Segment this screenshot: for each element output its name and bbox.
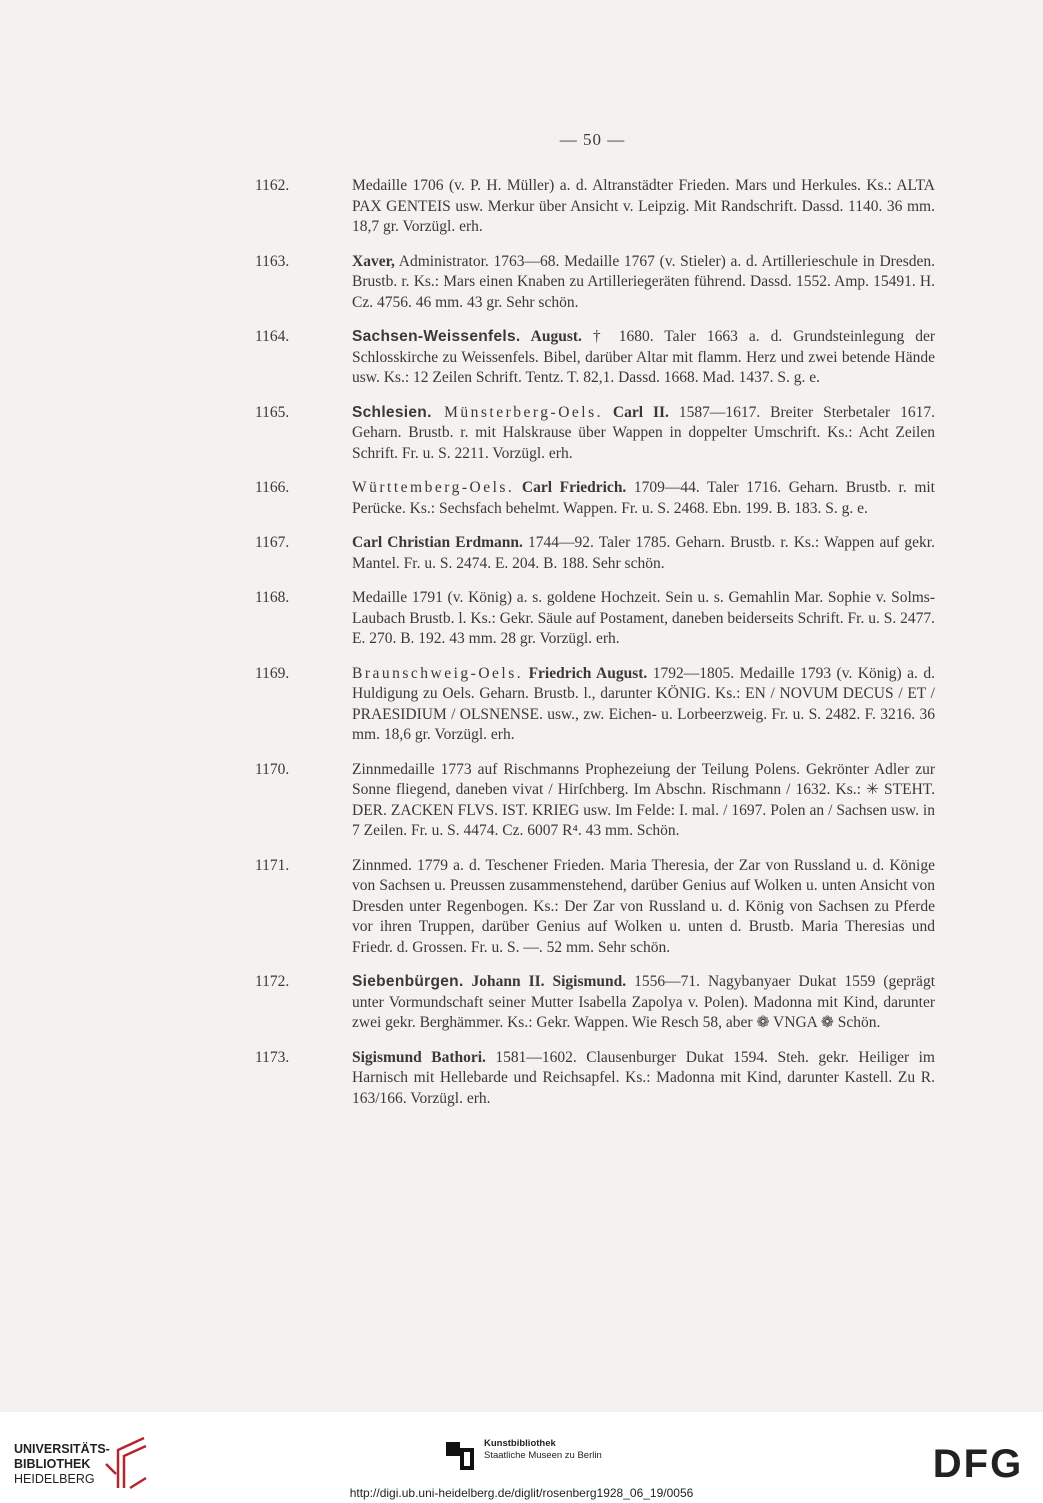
entry-ruler-heading: Carl II. xyxy=(602,403,669,421)
entry-number: 1164. xyxy=(255,328,290,345)
catalog-entry-1162 xyxy=(255,176,935,238)
entry-body: Zinnmedaille 1773 auf Rischmanns Prophezeiung der Teilung Polens. Gekrönter Adler zur Sonne fliegend, daneben vivat / Hirſchberg. Im Abschn. Rischmann / 1632. Ks.: ✳ STEHT. DER. ZACKEN FLVS. IST. KRIEG usw. Im Felde: I. mal. / 1697. Polen an / Sachsen usw. in 7 Zeilen. Fr. u. S. 4474. Cz. 6007 R⁴. 43 mm. Schön. xyxy=(352,760,935,839)
entry-number: 1173. xyxy=(255,1048,290,1066)
catalog-entry-1164 xyxy=(255,327,935,389)
dfg-logo-text: DFG xyxy=(932,1442,1024,1482)
catalog-entry-1169 xyxy=(255,664,935,746)
entry-body: 1744—92. Taler 1785. Geharn. Brustb. r. Ks.: Wappen auf gekr. Mantel. Fr. u. S. 2474. E. 204. B. 188. Sehr schön. xyxy=(352,534,935,572)
entry-number: 1165. xyxy=(255,403,290,421)
entry-number: 1162. xyxy=(255,177,290,194)
entry-body: † 1680. Taler 1663 a. d. Grundsteinlegung der Schlosskirche zu Weissenfels. Bibel, darüber Altar mit flamm. Herz und zwei betende Hände usw. Ks.: 12 Zeilen Schrift. Tentz. T. 82,1. Dassd. 1668. Mad. 1437. S. g. e. xyxy=(352,328,935,386)
entry-body: Medaille 1706 (v. P. H. Müller) a. d. Altranstädter Frieden. Mars und Herkules. Ks.: ALTA PAX GENTEIS usw. Merkur über Ansicht v. Leipzig. Mit Randschrift. Dassd. 1140. 36 mm. 18,7 gr. Vorzügl. erh. xyxy=(352,177,935,235)
entry-region-heading: Schlesien. xyxy=(352,403,432,421)
entry-ruler-heading: August. xyxy=(520,328,582,345)
catalog-entry-1171 xyxy=(255,856,935,959)
catalog-entry-1166 xyxy=(255,478,935,519)
kunstbibliothek-mark-icon xyxy=(446,1442,476,1470)
entry-body: 1556—71. Nagybanyaer Dukat 1559 (geprägt unter Vormundschaft seiner Mutter Isabella Zapolya v. Polen). Madonna mit Kind, darunter zwei gekr. Berghämmer. Ks.: Gekr. Wappen. Wie Resch 58, aber ❁ VNGA ❁ Schön. xyxy=(352,973,935,1031)
entry-region-heading: Siebenbürgen. xyxy=(352,973,464,990)
catalog-entry-1173 xyxy=(255,1048,935,1110)
catalog-entry-1167 xyxy=(255,533,935,574)
entry-subregion: Württemberg-Oels. xyxy=(352,479,515,496)
permalink-url[interactable]: http://digi.ub.uni-heidelberg.de/diglit/rosenberg1928_06_19/0056 xyxy=(349,1486,694,1500)
entry-number: 1169. xyxy=(255,664,290,682)
entry-body: Administrator. 1763—68. Medaille 1767 (v. Stieler) a. d. Artillerieschule in Dresden. Brustb. r. Ks.: Mars einen Knaben zu Artilleriegeräten führend. Dassd. 1552. Amp. 15491. H. Cz. 4756. 46 mm. 43 gr. Sehr schön. xyxy=(352,252,935,311)
entry-region-heading: Sachsen-Weissenfels. xyxy=(352,328,521,345)
entry-body: Medaille 1791 (v. König) a. s. goldene Hochzeit. Sein u. s. Gemahlin Mar. Sophie v. Solms-Laubach Brustb. l. Ks.: Gekr. Säule auf Postament, daneben beiderseits Schrift. Fr. u. S. 2477. E. 270. B. 192. 43 mm. 28 gr. Vorzügl. erh. xyxy=(352,589,935,647)
kunstbibliothek-name: Kunstbibliothek xyxy=(484,1438,556,1449)
entry-body: Zinnmed. 1779 a. d. Teschener Frieden. Maria Theresia, der Zar von Russland u. d. Könige von Sachsen u. Preussen zusammenstehend, darüber Genius auf Wolken u. unten Ansicht von Dresden unter Regenbogen. Ks.: Der Zar von Russland u. d. König von Sachsen zu Pferde vor ihren Truppen, darüber Genius auf Wolken u. unten d. Brustb. Maria Theresias und Friedr. d. Grossen. Fr. u. S. —. 52 mm. Sehr schön. xyxy=(352,856,935,956)
entry-subregion: Münsterberg-Oels. xyxy=(431,403,603,421)
entry-number: 1170. xyxy=(255,760,290,778)
catalog-entry-1163 xyxy=(255,252,935,314)
entry-heading: Carl Christian Erdmann. xyxy=(352,534,523,551)
university-logo-line1: UNIVERSITÄTS- xyxy=(14,1442,110,1456)
entry-subregion: Braunschweig-Oels. xyxy=(352,664,524,682)
university-library-logo[interactable] xyxy=(14,1442,110,1487)
entry-ruler-heading: Johann II. Sigismund. xyxy=(463,973,627,990)
catalog-entries xyxy=(255,176,935,1123)
university-emblem-icon xyxy=(104,1434,148,1490)
entry-ruler-heading: Friedrich August. xyxy=(523,664,648,682)
catalog-entry-1172 xyxy=(255,972,935,1034)
entry-ruler-heading: Carl Friedrich. xyxy=(514,479,627,496)
entry-body: 1709—44. Taler 1716. Geharn. Brustb. r. mit Perücke. Ks.: Sechsfach behelmt. Wappen. Fr. u. S. 2468. Ebn. 199. B. 183. S. g. e. xyxy=(352,479,935,517)
digitization-footer xyxy=(0,1412,1043,1503)
entry-heading: Xaver, xyxy=(352,252,395,270)
catalog-entry-1170 xyxy=(255,760,935,842)
entry-number: 1172. xyxy=(255,973,290,990)
entry-number: 1163. xyxy=(255,252,290,270)
page-number: — 50 — xyxy=(559,130,626,149)
entry-body: 1581—1602. Clausenburger Dukat 1594. Steh. gekr. Heiliger im Harnisch mit Hellebarde und Reichsapfel. Ks.: Madonna mit Kind, darunter Kastell. Zu R. 163/166. Vorzügl. erh. xyxy=(352,1048,935,1107)
university-logo-line2: BIBLIOTHEK xyxy=(14,1457,91,1471)
dfg-logo[interactable] xyxy=(928,1442,1028,1482)
catalog-entry-1165 xyxy=(255,403,935,465)
entry-number: 1166. xyxy=(255,479,290,496)
entry-body: 1587—1617. Breiter Sterbetaler 1617. Geharn. Brustb. r. mit Halskrause über Wappen in doppelter Umschrift. Ks.: Acht Zeilen Schrift. Fr. u. S. 2211. Vorzügl. erh. xyxy=(352,403,935,462)
kunstbibliothek-subtitle: Staatliche Museen zu Berlin xyxy=(484,1450,602,1461)
entry-number: 1171. xyxy=(255,856,290,874)
entry-number: 1167. xyxy=(255,534,290,551)
university-logo-line3: HEIDELBERG xyxy=(14,1472,95,1486)
entry-number: 1168. xyxy=(255,589,290,606)
catalog-entry-1168 xyxy=(255,588,935,650)
entry-heading: Sigismund Bathori. xyxy=(352,1048,486,1066)
entry-body: 1792—1805. Medaille 1793 (v. König) a. d. Huldigung zu Oels. Geharn. Brustb. l., darunter KÖNIG. Ks.: EN / NOVUM DECUS / ET / PRAESIDIUM / OLSNENSE. usw., zw. Eichen- u. Lorbeerzweig. Fr. u. S. 2482. F. 3216. 36 mm. 18,6 gr. Vorzügl. erh. xyxy=(352,664,935,743)
